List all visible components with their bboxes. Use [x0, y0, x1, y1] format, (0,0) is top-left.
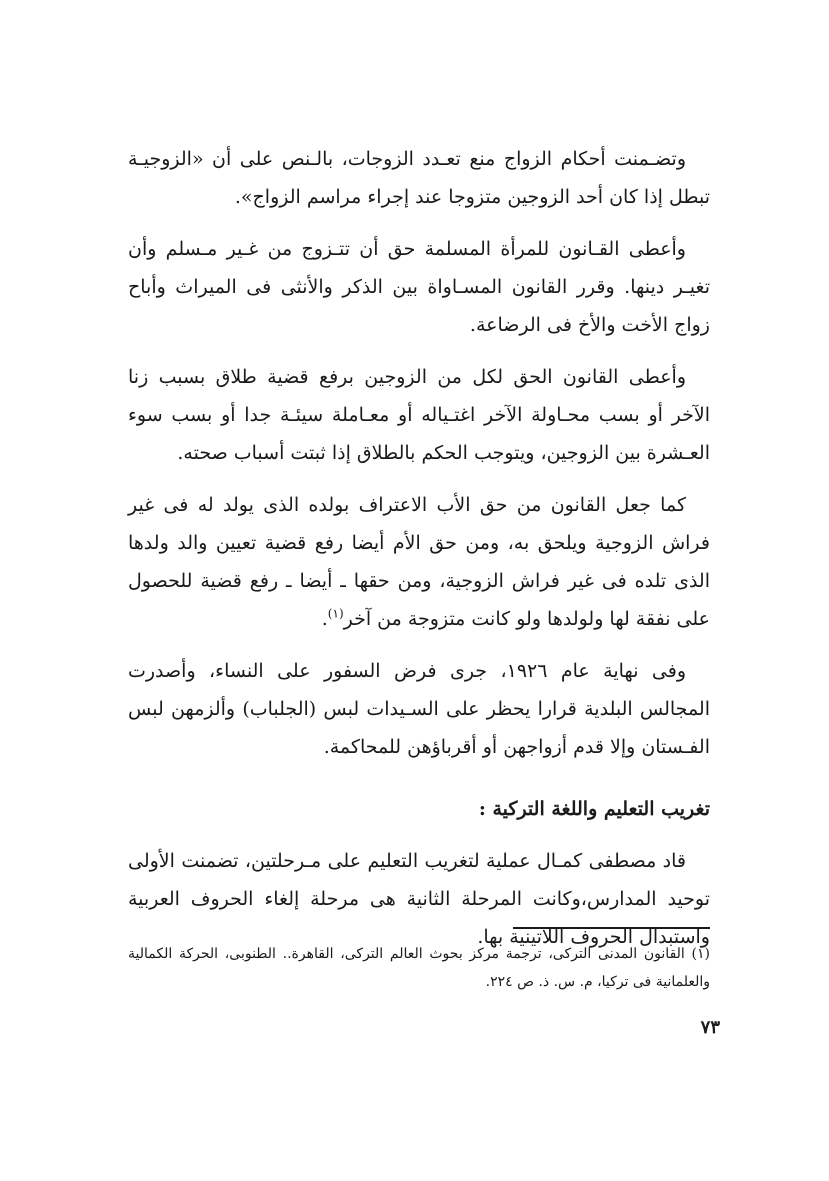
- main-text: [128, 140, 710, 956]
- paragraph-paternity: [128, 486, 710, 638]
- footnote-text: (١) القانون المدنى التركى، ترجمة مركز بحوث العالم التركى، القاهرة.. الطنوبى، الحركة الكمالية والعلمانية فى تركيا، م. س. ذ. ص ٢٢٤.: [128, 946, 710, 990]
- footnote-divider: [513, 927, 710, 929]
- section-heading: تغريب التعليم واللغة التركية :: [478, 798, 710, 820]
- footnote-reference: (١): [327, 606, 344, 621]
- page-number: ٧٣: [700, 1017, 720, 1038]
- paragraph-paternity-text: كما جعل القانون من حق الأب الاعتراف بولده الذى يولد له فى غير فراش الزوجية ويلحق به، ومن حق الأم أيضا رفع قضية تعيين والد ولدها الذى تلده فى غير فراش الزوجية، ومن حقها ـ أيضا ـ رفع قضية للحصول على نفقة لها ولولدها ولو كانت متزوجة من آخر: [128, 494, 710, 630]
- paragraph-divorce: وأعطى القانون الحق لكل من الزوجين برفع قضية طلاق بسبب زنا الآخر أو بسب محـاولة الآخر اغتـياله أو معـاملة سيئـة جدا أو بسب سوء العـشرة بين الزوجين، ويتوجب الحكم بالطلاق إذا ثبتت أسباب صحته.: [128, 366, 710, 464]
- paragraph-education: قاد مصطفى كمـال عملية لتغريب التعليم على مـرحلتين، تضمنت الأولى توحيد المدارس،وكانت المرحلة الثانية هى مرحلة إلغاء الحروف العربية واستبدال الحروف اللاتينية بها.: [128, 850, 710, 948]
- paragraph-women-rights: وأعطى القـانون للمرأة المسلمة حق أن تتـزوج من غـير مـسلم وأن تغيـر دينها. وقرر القانون المسـاواة بين الذكر والأنثى فى الميراث وأباح زواج الأخت والأخ فى الرضاعة.: [128, 238, 710, 336]
- paragraph-unveiling: وفى نهاية عام ١٩٢٦، جرى فرض السفور على النساء، وأصدرت المجالس البلدية قرارا يحظر على السـيدات لبس (الجلباب) وألزمهن لبس الفـستان وإلا قدم أزواجهن أو أقرباؤهن للمحاكمة.: [128, 660, 710, 758]
- paragraph-marriage-rules: وتضـمنت أحكام الزواج منع تعـدد الزوجات، بالـنص على أن «الزوجيـة تبطل إذا كان أحد الزوجين متزوجا عند إجراء مراسم الزواج».: [128, 148, 710, 208]
- paragraph-paternity-end: .: [321, 608, 328, 630]
